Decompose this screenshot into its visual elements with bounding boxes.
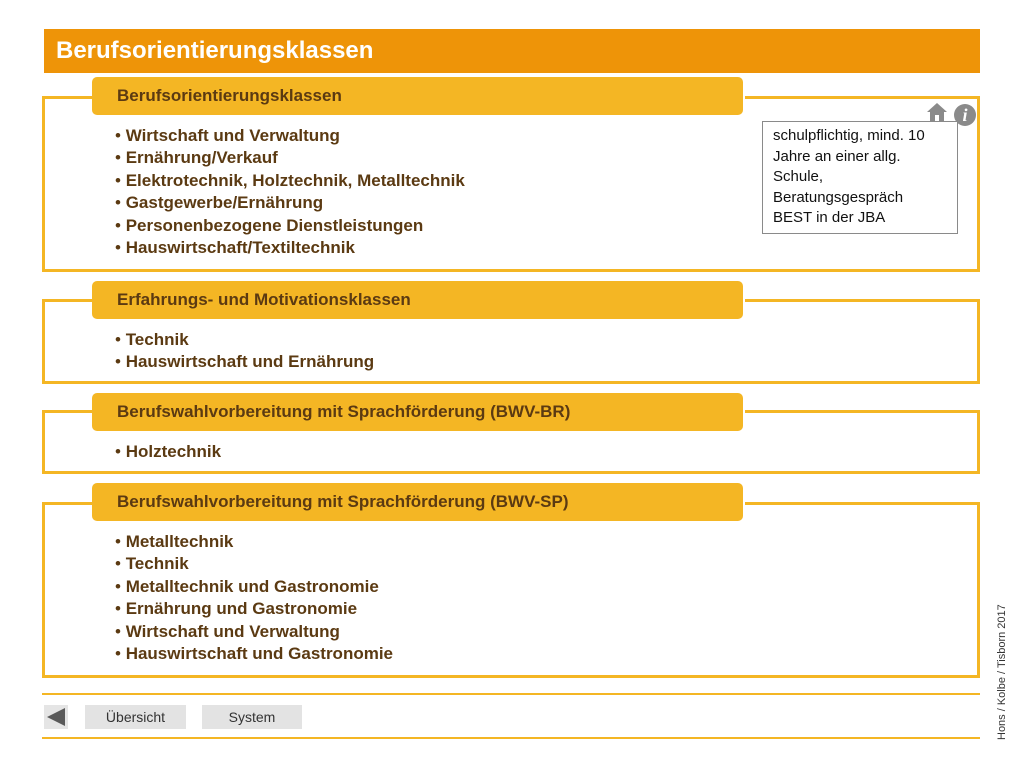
credit-text: Hons / Kolbe / Tisborn 2017	[996, 604, 1008, 740]
bullet-list-bwv-sp	[115, 531, 393, 665]
section-top-border	[42, 96, 94, 99]
section-top-border	[745, 96, 980, 99]
info-note-box	[762, 121, 958, 234]
note-line: Schule,	[773, 168, 824, 185]
section-top-border	[42, 410, 94, 413]
list-item: • Elektrotechnik, Holztechnik, Metalltechnik	[115, 170, 465, 192]
list-item: • Wirtschaft und Verwaltung	[115, 125, 465, 147]
list-item: • Hauswirtschaft und Gastronomie	[115, 643, 393, 665]
info-icon[interactable]: i	[954, 104, 976, 126]
list-item: • Gastgewerbe/Ernährung	[115, 192, 465, 214]
list-item: • Holztechnik	[115, 441, 221, 463]
list-item: • Hauswirtschaft/Textiltechnik	[115, 237, 465, 259]
overview-button[interactable]: Übersicht	[85, 705, 186, 729]
note-line: schulpflichtig, mind. 10	[773, 127, 925, 144]
section-header-bwv-sp: Berufswahlvorbereitung mit Sprachförderung (BWV-SP)	[92, 483, 743, 521]
section-header-bwv-br: Berufswahlvorbereitung mit Sprachförderung (BWV-BR)	[92, 393, 743, 431]
section-header-berufsorientierung: Berufsorientierungsklassen	[92, 77, 743, 115]
section-top-border	[42, 502, 94, 505]
list-item: • Hauswirtschaft und Ernährung	[115, 351, 374, 373]
list-item: • Wirtschaft und Verwaltung	[115, 621, 393, 643]
section-top-border	[745, 299, 980, 302]
note-line: Jahre an einer allg.	[773, 147, 901, 165]
page-title: Berufsorientierungsklassen	[44, 29, 980, 73]
footer-divider-top	[42, 693, 980, 695]
bullet-list-erfahrung	[115, 329, 374, 374]
list-item: • Technik	[115, 329, 374, 351]
section-top-border	[745, 410, 980, 413]
bullet-list-bwv-br	[115, 441, 221, 463]
note-line: Beratungsgespräch	[773, 188, 904, 206]
back-arrow-icon[interactable]	[44, 705, 68, 729]
section-top-border	[42, 299, 94, 302]
bullet-list-berufsorientierung	[115, 125, 465, 259]
section-top-border	[745, 502, 980, 505]
footer-divider-bottom	[42, 737, 980, 739]
list-item: • Ernährung/Verkauf	[115, 147, 465, 169]
list-item: • Ernährung und Gastronomie	[115, 598, 393, 620]
home-icon[interactable]	[926, 101, 948, 123]
system-button[interactable]: System	[202, 705, 302, 729]
note-line: BEST in der JBA	[773, 209, 886, 226]
list-item: • Personenbezogene Dienstleistungen	[115, 215, 465, 237]
section-header-erfahrung: Erfahrungs- und Motivationsklassen	[92, 281, 743, 319]
list-item: • Metalltechnik und Gastronomie	[115, 576, 393, 598]
list-item: • Technik	[115, 553, 393, 575]
list-item: • Metalltechnik	[115, 531, 393, 553]
